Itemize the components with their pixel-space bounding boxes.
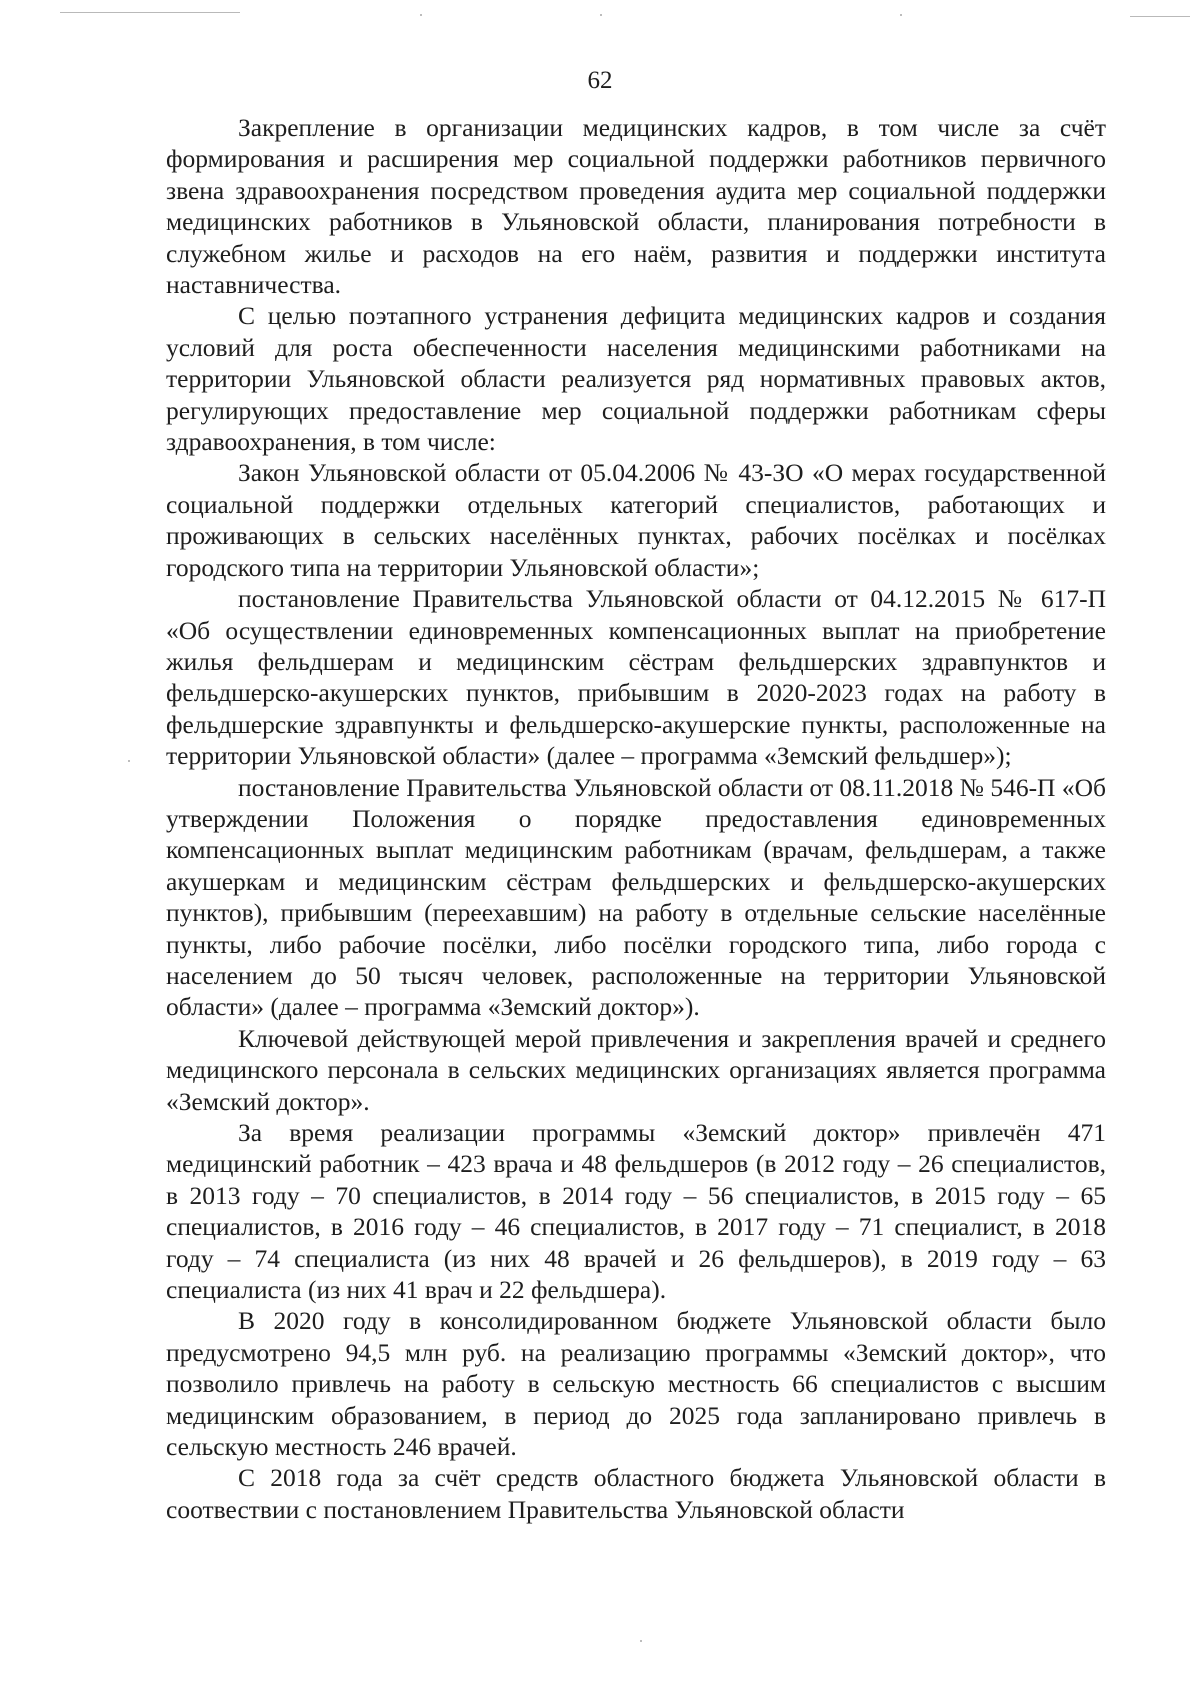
paragraph-regulatory-acts-intro: С целью поэтапного устранения дефицита медицинских кадров и создания условий для роста обеспеченности населения медицинскими работниками на территории Ульяновской области реализуется ряд нормативных правовых актов, регулирующих предоставление мер социальной поддержки работникам сферы здравоохранения, в том числе: xyxy=(166,301,1106,457)
paragraph-since-2018: С 2018 года за счёт средств областного бюджета Ульяновской области в соотвествии с постановлением Правительства Ульяновской области xyxy=(166,1463,1106,1524)
paragraph-resolution-546-p: постановление Правительства Ульяновской области от 08.11.2018 № 546-П «Об утверждении Положения о порядке предоставления единовременных компенсационных выплат медицинским работникам (врачам, фельдшерам, а также акушеркам и медицинским сёстрам фельдшерских и фельдшерско-акушерских пунктов), прибывшим (переехавшим) на работу в отдельные сельские населённые пункты, либо рабочие посёлки, либо посёлки городского типа, либо города с населением до 50 тысяч человек, расположенные на территории Ульяновской области» (далее – программа «Земский доктор»). xyxy=(166,772,1106,1022)
scan-artifact-dot xyxy=(900,14,902,16)
document-body xyxy=(166,112,1106,1525)
scan-artifact-top-left xyxy=(60,12,240,13)
paragraph-staff-retention: Закрепление в организации медицинских кадров, в том числе за счёт формирования и расширения мер социальной поддержки работников первичного звена здравоохранения посредством проведения аудита мер социальной поддержки медицинских работников в Ульяновской области, планирования потребности в служебном жилье и расходов на его наём, развития и поддержки института наставничества. xyxy=(166,113,1106,300)
paragraph-law-43-zo: Закон Ульяновской области от 05.04.2006 № 43-ЗО «О мерах государственной социальной поддержки отдельных категорий специалистов, работающих и проживающих в сельских населённых пунктах, рабочих посёлках и посёлках городского типа на территории Ульяновской области»; xyxy=(166,458,1106,582)
scan-artifact-dot xyxy=(600,14,602,16)
paragraph-budget-2020: В 2020 году в консолидированном бюджете Ульяновской области было предусмотрено 94,5 млн руб. на реализацию программы «Земский доктор», что позволило привлечь на работу в сельскую местность 66 специалистов с высшим медицинским образованием, в период до 2025 года запланировано привлечь в сельскую местность 246 врачей. xyxy=(166,1306,1106,1462)
scan-artifact-dot xyxy=(128,760,130,762)
paragraph-resolution-617-p: постановление Правительства Ульяновской области от 04.12.2015 № 617-П «Об осуществлении единовременных компенсационных выплат на приобретение жилья фельдшерам и медицинским сёстрам фельдшерских здравпунктов и фельдшерско-акушерских пунктов, прибывшим в 2020-2023 годах на работу в фельдшерские здравпункты и фельдшерско-акушерские пункты, расположенные на территории Ульяновской области» (далее – программа «Земский фельдшер»); xyxy=(166,584,1106,771)
scan-artifact-dot xyxy=(420,14,422,16)
scan-artifact-top-right xyxy=(1130,16,1190,17)
page-number: 62 xyxy=(587,67,613,94)
scan-artifact-dot xyxy=(640,1640,642,1642)
paragraph-key-measure: Ключевой действующей мерой привлечения и закрепления врачей и среднего медицинского персонала в сельских медицинских организациях является программа «Земский доктор». xyxy=(166,1023,1106,1116)
paragraph-program-results: За время реализации программы «Земский доктор» привлечён 471 медицинский работник – 423 врача и 48 фельдшеров (в 2012 году – 26 специалистов, в 2013 году – 70 специалистов, в 2014 году – 56 специалистов, в 2015 году – 65 специалистов, в 2016 году – 46 специалистов, в 2017 году – 71 специалист, в 2018 году – 74 специалиста (из них 48 врачей и 26 фельдшеров), в 2019 году – 63 специалиста (из них 41 врач и 22 фельдшера). xyxy=(166,1118,1106,1305)
